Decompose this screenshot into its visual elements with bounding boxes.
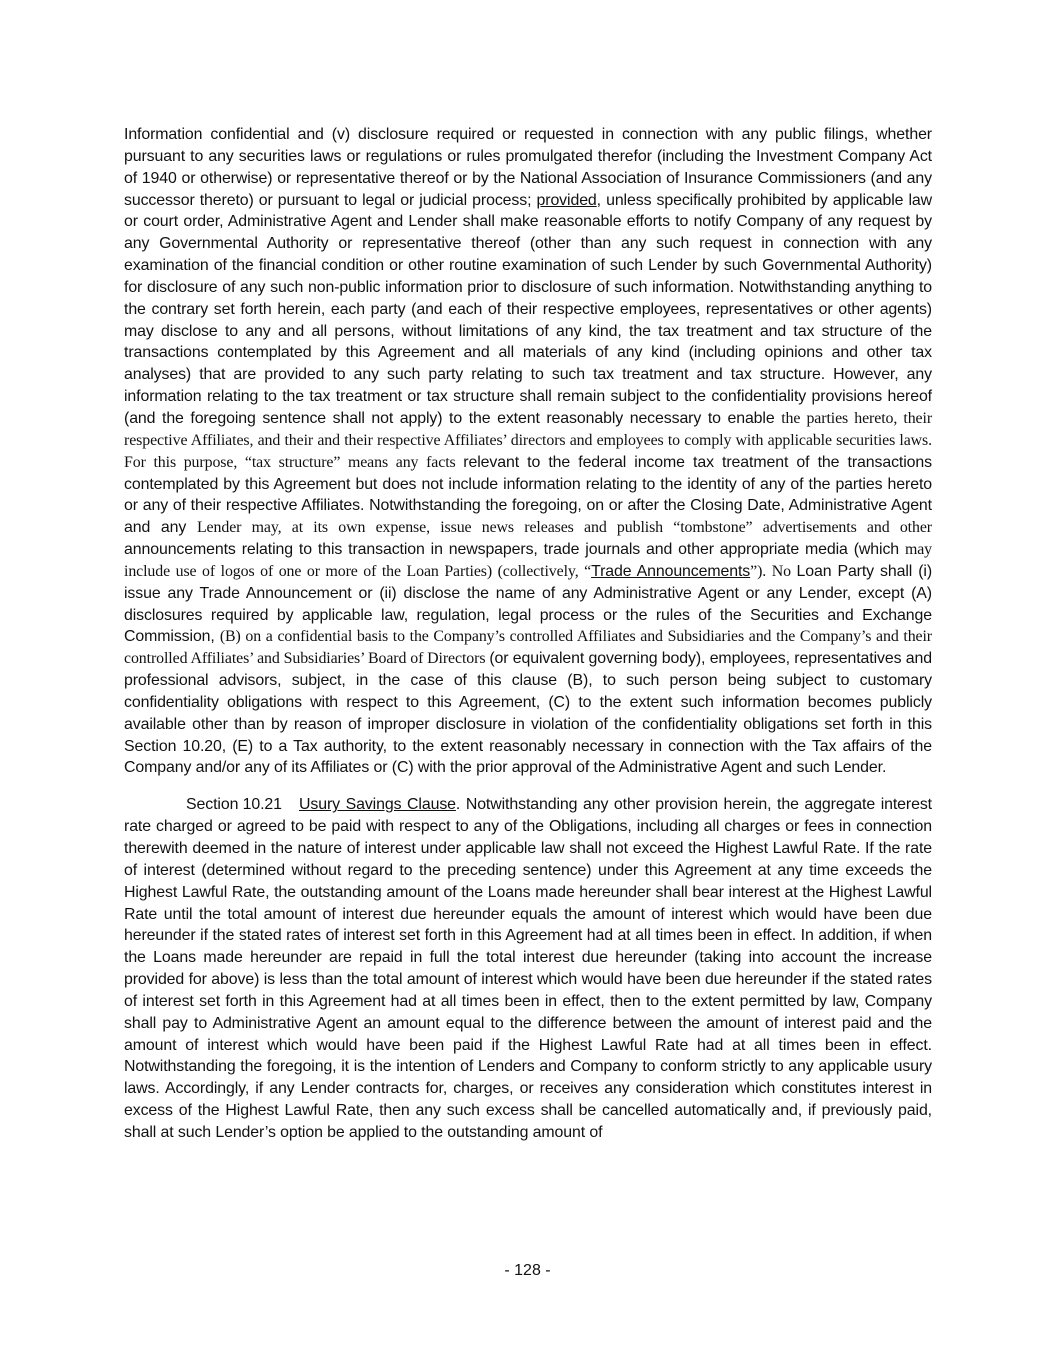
section-10-21-paragraph [124,794,932,1144]
p1-text-3: relevant to the federal income tax treatment of the transactions contemplated by this Agreement but does not include information relating to the identity of any of the parties hereto or any of their respective Affiliates. Notwithstanding the foregoing, on or after the Closing Date, Administrative Agent and any [124,453,932,537]
page-number: - 128 - [504,1262,551,1279]
p1-serif-3: may include use of logos of one or more of the Loan Parties) (collectively, “ [124,541,932,580]
section-number: Section 10.21 [186,796,282,814]
confidentiality-paragraph [124,124,932,779]
trade-announcements-term: Trade Announcements [591,562,751,580]
p1-text-2: , unless specifically prohibited by applicable law or court order, Administrative Agent and Lender shall make reasonable efforts to notify Company of any request by any Governmental Authority or representative thereof (other than any such request in connection with any examination of the financial condition or other routine examination of such Lender by such Governmental Authority) for disclosure of any such non-public information prior to disclosure of such information. Notwithstanding anything to the contrary set forth herein, each party (and each of their respective employees, representatives or other agents) may disclose to any and all persons, without limitations of any kind, the tax treatment and tax structure of the transactions contemplated by this Agreement and all materials of any kind (including opinions and other tax analyses) that are provided to any such party relating to such tax treatment and tax structure. However, any information relating to the tax treatment or tax structure shall remain subject to the confidentiality provisions hereof (and the foregoing sentence shall not apply) to the extent reasonably necessary to enable [124,191,932,427]
p1-text-4: announcements relating to this transaction in newspapers, trade journals and other appropriate media (which [124,541,905,559]
p1-text-6: (or equivalent governing body), employees, representatives and professional advisors, subject, in the case of this clause (B), to such person being subject to customary confidentiality obligations with respect to this Agreement, (C) to the extent such information becomes publicly available other than by reason of improper disclosure in violation of the confidentiality obligations set forth in this Section 10.20, (E) to a Tax authority, to the extent reasonably necessary in connection with the Tax affairs of the Company and/or any of its Affiliates or (C) with the prior approval of the Administrative Agent and such Lender. [124,650,932,777]
section-title: Usury Savings Clause [299,796,456,814]
p1-serif-1: the parties hereto, their respective Affiliates, and their and their respective Affiliates’ directors and employees to comply with applicable securities laws. For this purpose, “tax structure” means any facts [124,409,933,471]
provided-term: provided [536,191,597,209]
p1-serif-4: ”). No [750,562,797,580]
p1-serif-2: Lender may, at its own expense, issue news releases and publish “tombstone” advertisements and other [196,519,932,537]
document-page [124,124,932,1144]
section-body: . Notwithstanding any other provision herein, the aggregate interest rate charged or agreed to be paid with respect to any of the Obligations, including all charges or fees in connection therewith deemed in the nature of interest under applicable law shall not exceed the Highest Lawful Rate. If the rate of interest (determined without regard to the preceding sentence) under this Agreement at any time exceeds the Highest Lawful Rate, the outstanding amount of the Loans made hereunder shall bear interest at the Highest Lawful Rate until the total amount of interest due hereunder equals the amount of interest which would have been due hereunder if the stated rates of interest set forth in this Agreement had at all times been in effect. In addition, if when the Loans made hereunder are repaid in full the total interest due hereunder (taking into account the increase provided for above) is less than the total amount of interest which would have been due hereunder if the stated rates of interest set forth in this Agreement had at all times been in effect, then to the extent permitted by law, Company shall pay to Administrative Agent an amount equal to the difference between the amount of interest paid and the amount of interest which would have been paid if the Highest Lawful Rate had at all times been in effect. Notwithstanding the foregoing, it is the intention of Lenders and Company to conform strictly to any applicable usury laws. Accordingly, if any Lender contracts for, charges, or receives any consideration which constitutes interest in excess of the Highest Lawful Rate, then any such excess shall be cancelled automatically and, if previously paid, shall at such Lender’s option be applied to the outstanding amount of [124,796,932,1141]
p1-text-1: Information confidential and (v) disclosure required or requested in connection with any public filings, whether pursuant to any securities laws or regulations or rules promulgated therefor (including the Investment Company Act of 1940 or otherwise) or representative thereof or by the National Association of Insurance Commissioners (and any successor thereto) or pursuant to legal or judicial process; [124,126,932,209]
p1-text-5: Loan Party shall (i) issue any Trade Announcement or (ii) disclose the name of any Administrative Agent or any Lender, except (A) disclosures required by applicable law, regulation, legal process or the rules of the Securities and Exchange Commission, [124,562,933,646]
p1-serif-5: (B) on a confidential basis to the Company’s controlled Affiliates and Subsidiaries and the Company’s and their controlled Affiliates’ and Subsidiaries’ Board of Directors [124,628,932,668]
